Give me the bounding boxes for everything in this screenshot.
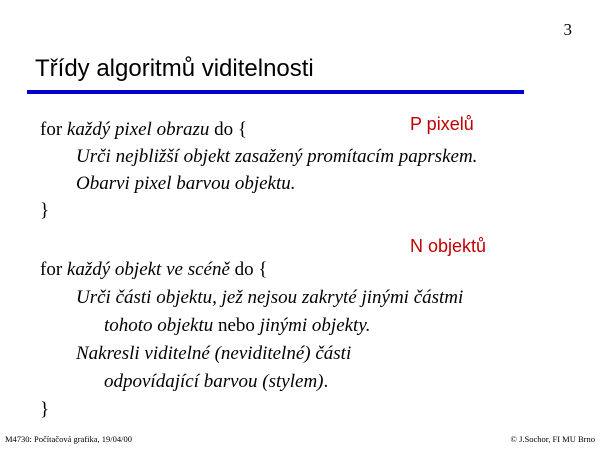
loop2-text-italic: tohoto objektu [104, 315, 214, 336]
loop2-text-plain: . [323, 371, 329, 392]
footer-left: M4730: Počítačová grafika, 19/04/00 [5, 434, 133, 444]
loop1-header [40, 116, 247, 143]
loop2-step1: Urči části objektu, jež nejsou zakryté jinými částmi [76, 287, 464, 308]
page-number: 3 [563, 20, 572, 39]
title-underline [27, 90, 524, 94]
slide-title: Třídy algoritmů viditelnosti [35, 55, 314, 82]
annotation-objects: N objektů [410, 236, 487, 256]
loop1-close: } [40, 200, 50, 221]
loop1-step2: Obarvi pixel barvou objektu. [76, 173, 296, 194]
loop1-step1: Urči nejbližší objekt zasažený promítacím paprskem. [76, 146, 478, 167]
loop2-step2: Nakresli viditelné (neviditelné) části [76, 343, 352, 364]
annotation-pixels: P pixelů [410, 114, 474, 134]
loop2-text-plain: nebo [217, 315, 255, 336]
keyword-for: for [40, 119, 63, 140]
keyword-do: do { [214, 119, 248, 140]
loop2-text-italic: jinými objekty. [259, 315, 371, 336]
keyword-do: do { [234, 259, 268, 280]
loop1-subject: každý pixel obrazu [66, 119, 210, 140]
footer-right: © J.Sochor, FI MU Brno [510, 434, 595, 444]
keyword-for: for [40, 259, 63, 280]
loop2-step2-cont [104, 368, 328, 395]
loop2-header [40, 256, 268, 283]
loop2-close: } [40, 399, 50, 420]
loop2-subject: každý objekt ve scéně [66, 259, 230, 280]
loop2-text-italic: odpovídající barvou (stylem) [104, 371, 324, 392]
loop2-step1-cont [104, 312, 370, 339]
